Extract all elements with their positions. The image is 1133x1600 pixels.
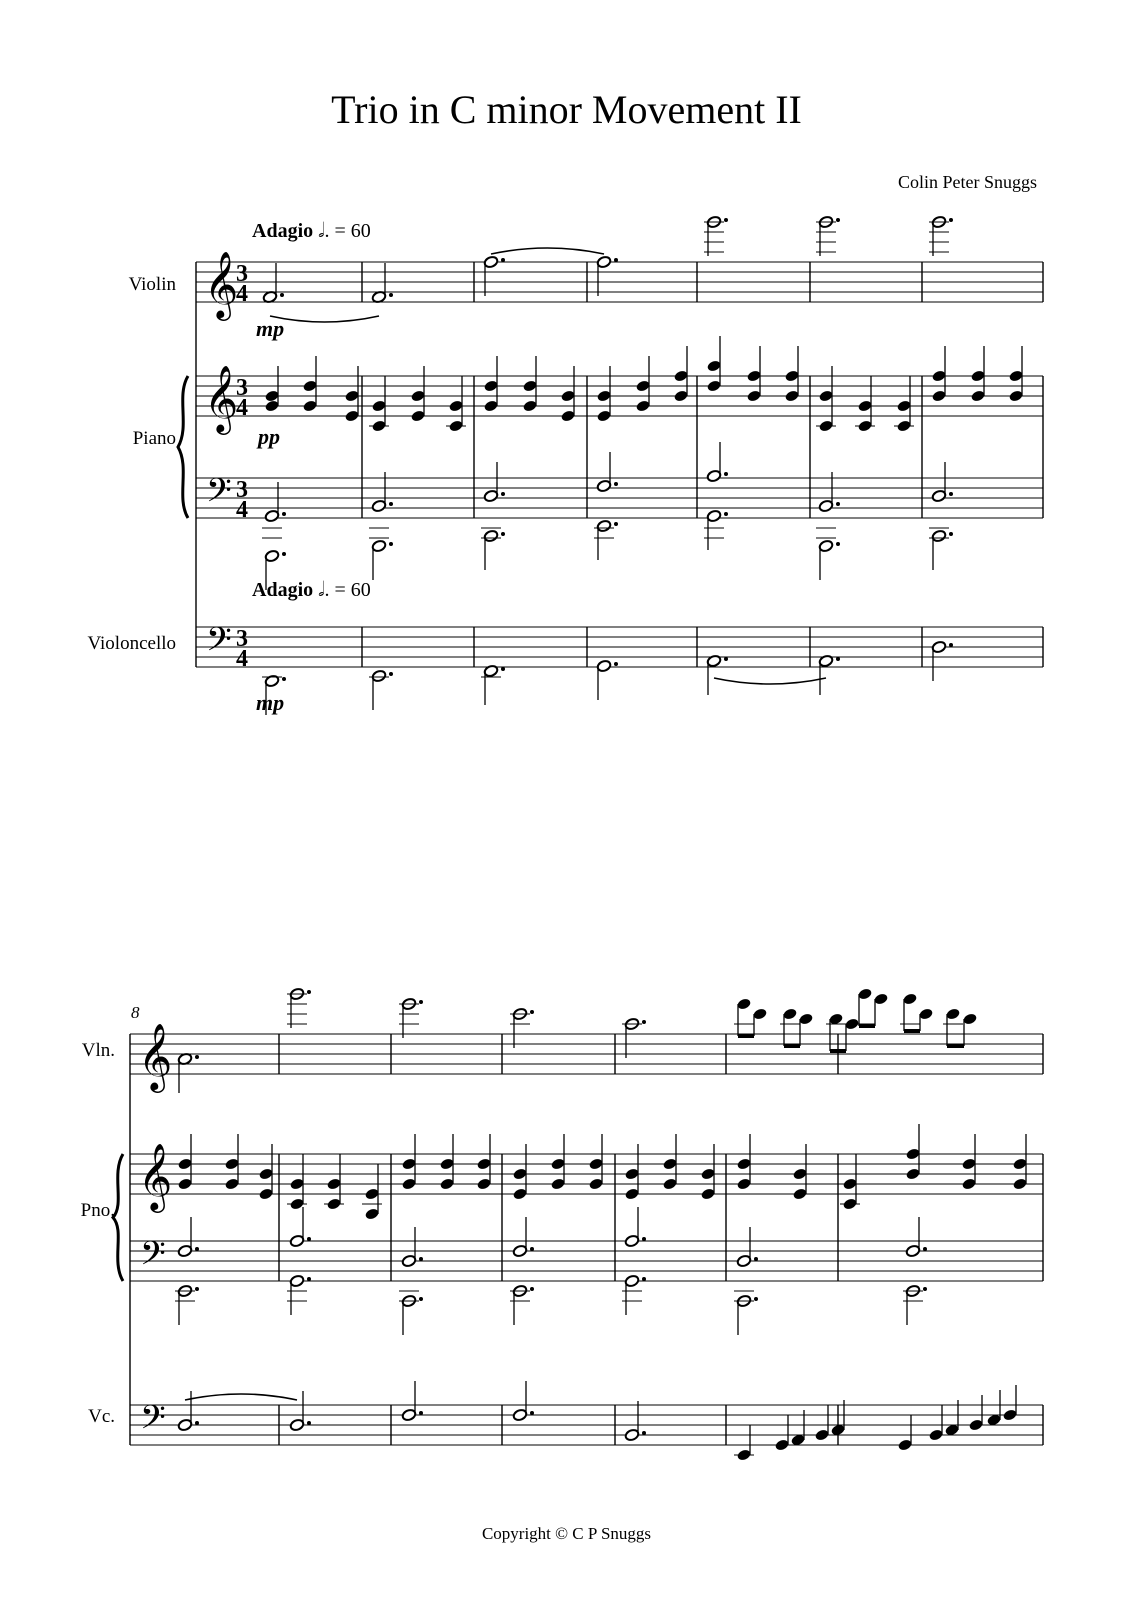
note-dot	[836, 657, 840, 661]
note-dot	[501, 258, 505, 262]
time-signature-bottom: 4	[236, 497, 248, 523]
note-dot	[724, 512, 728, 516]
note-dot	[389, 502, 393, 506]
violin-staff-2	[130, 1034, 1043, 1074]
note-dot	[614, 522, 618, 526]
note-dot	[754, 1257, 758, 1261]
note-dot	[614, 258, 618, 262]
note-dot	[530, 1247, 534, 1251]
note-dot	[307, 1277, 311, 1281]
treble-clef-icon: 𝄞	[138, 1022, 173, 1090]
note-dot	[419, 1411, 423, 1415]
note-dot	[307, 1421, 311, 1425]
note-dot	[836, 218, 840, 222]
cello-staff	[196, 627, 1043, 667]
note-dot	[419, 1297, 423, 1301]
note-dot	[282, 677, 286, 681]
piano-bass-staff	[196, 478, 1043, 518]
note-dot	[195, 1287, 199, 1291]
note-dot	[642, 1277, 646, 1281]
tempo-note-icon: 𝅗𝅥.	[318, 220, 330, 242]
note-dot	[614, 482, 618, 486]
note-dot	[389, 293, 393, 297]
instrument-label-violin-short: Vln.	[81, 1040, 115, 1061]
note-dot	[642, 1020, 646, 1024]
note-dot	[195, 1247, 199, 1251]
note-dot	[614, 662, 618, 666]
tempo-word: Adagio	[252, 579, 314, 601]
instrument-label-piano: Piano	[132, 428, 176, 449]
time-signature-top: 3	[236, 261, 248, 287]
note-dot	[419, 1000, 423, 1004]
note-dot	[949, 492, 953, 496]
note-dot	[282, 512, 286, 516]
note-dot	[389, 672, 393, 676]
bass-clef-icon: 𝄢	[206, 621, 232, 667]
tempo-value: = 60	[334, 579, 371, 601]
note-dot	[195, 1055, 199, 1059]
instrument-label-cello-short: Vc.	[88, 1406, 115, 1427]
note-dot	[282, 552, 286, 556]
copyright-notice: Copyright © C P Snuggs	[481, 1524, 652, 1543]
dynamic-cello: mp	[256, 690, 285, 715]
measure-number: 8	[131, 1003, 140, 1022]
tie	[491, 248, 604, 254]
treble-clef-icon: 𝄞	[204, 250, 239, 318]
note-dot	[836, 542, 840, 546]
time-signature-bottom: 4	[236, 395, 248, 421]
bass-clef-icon: 𝄢	[140, 1399, 166, 1445]
tie	[714, 678, 826, 684]
page-title: Trio in C minor Movement II	[331, 87, 802, 132]
note-dot	[280, 293, 284, 297]
bass-clef-icon: 𝄢	[206, 472, 232, 518]
composer-name: Colin Peter Snuggs	[897, 172, 1037, 192]
instrument-label-piano-short: Pno.	[80, 1200, 115, 1221]
note-dot	[949, 643, 953, 647]
note-dot	[389, 542, 393, 546]
tempo-word: Adagio	[252, 220, 314, 242]
brace-icon	[113, 1154, 123, 1281]
time-signature-top: 3	[236, 477, 248, 503]
tempo-note-icon: 𝅗𝅥.	[318, 579, 330, 601]
note-dot	[642, 1431, 646, 1435]
note-dot	[530, 1411, 534, 1415]
note-dot	[724, 657, 728, 661]
piano-bass-staff-2	[130, 1241, 1043, 1281]
note-dot	[642, 1237, 646, 1241]
note-dot	[923, 1287, 927, 1291]
violin-staff	[196, 262, 1043, 302]
note-dot	[724, 218, 728, 222]
note-dot	[501, 492, 505, 496]
treble-clef-icon: 𝄞	[204, 364, 239, 432]
bass-clef-icon: 𝄢	[140, 1235, 166, 1281]
time-signature-bottom: 4	[236, 281, 248, 307]
note-dot	[419, 1257, 423, 1261]
note-dot	[724, 472, 728, 476]
instrument-label-cello: Violoncello	[87, 633, 176, 654]
cello-staff-2	[130, 1405, 1043, 1445]
note-dot	[307, 990, 311, 994]
dynamic-piano: pp	[258, 424, 280, 449]
note-dot	[195, 1421, 199, 1425]
note-dot	[949, 218, 953, 222]
note-dot	[949, 532, 953, 536]
note-dot	[307, 1237, 311, 1241]
note-dot	[501, 667, 505, 671]
brace-icon	[178, 376, 188, 518]
piano-treble-staff	[196, 376, 1043, 416]
treble-clef-icon: 𝄞	[138, 1142, 173, 1210]
tempo-value: = 60	[334, 220, 371, 242]
note-dot	[923, 1247, 927, 1251]
note-dot	[530, 1010, 534, 1014]
tie	[270, 316, 379, 322]
note-dot	[754, 1297, 758, 1301]
note-dot	[530, 1287, 534, 1291]
time-signature-bottom: 4	[236, 646, 248, 672]
note-dot	[501, 532, 505, 536]
dynamic-violin: mp	[256, 316, 285, 341]
tie	[185, 1394, 297, 1400]
note-dot	[836, 502, 840, 506]
instrument-label-violin: Violin	[128, 274, 176, 295]
time-signature-top: 3	[236, 626, 248, 652]
time-signature-top: 3	[236, 375, 248, 401]
